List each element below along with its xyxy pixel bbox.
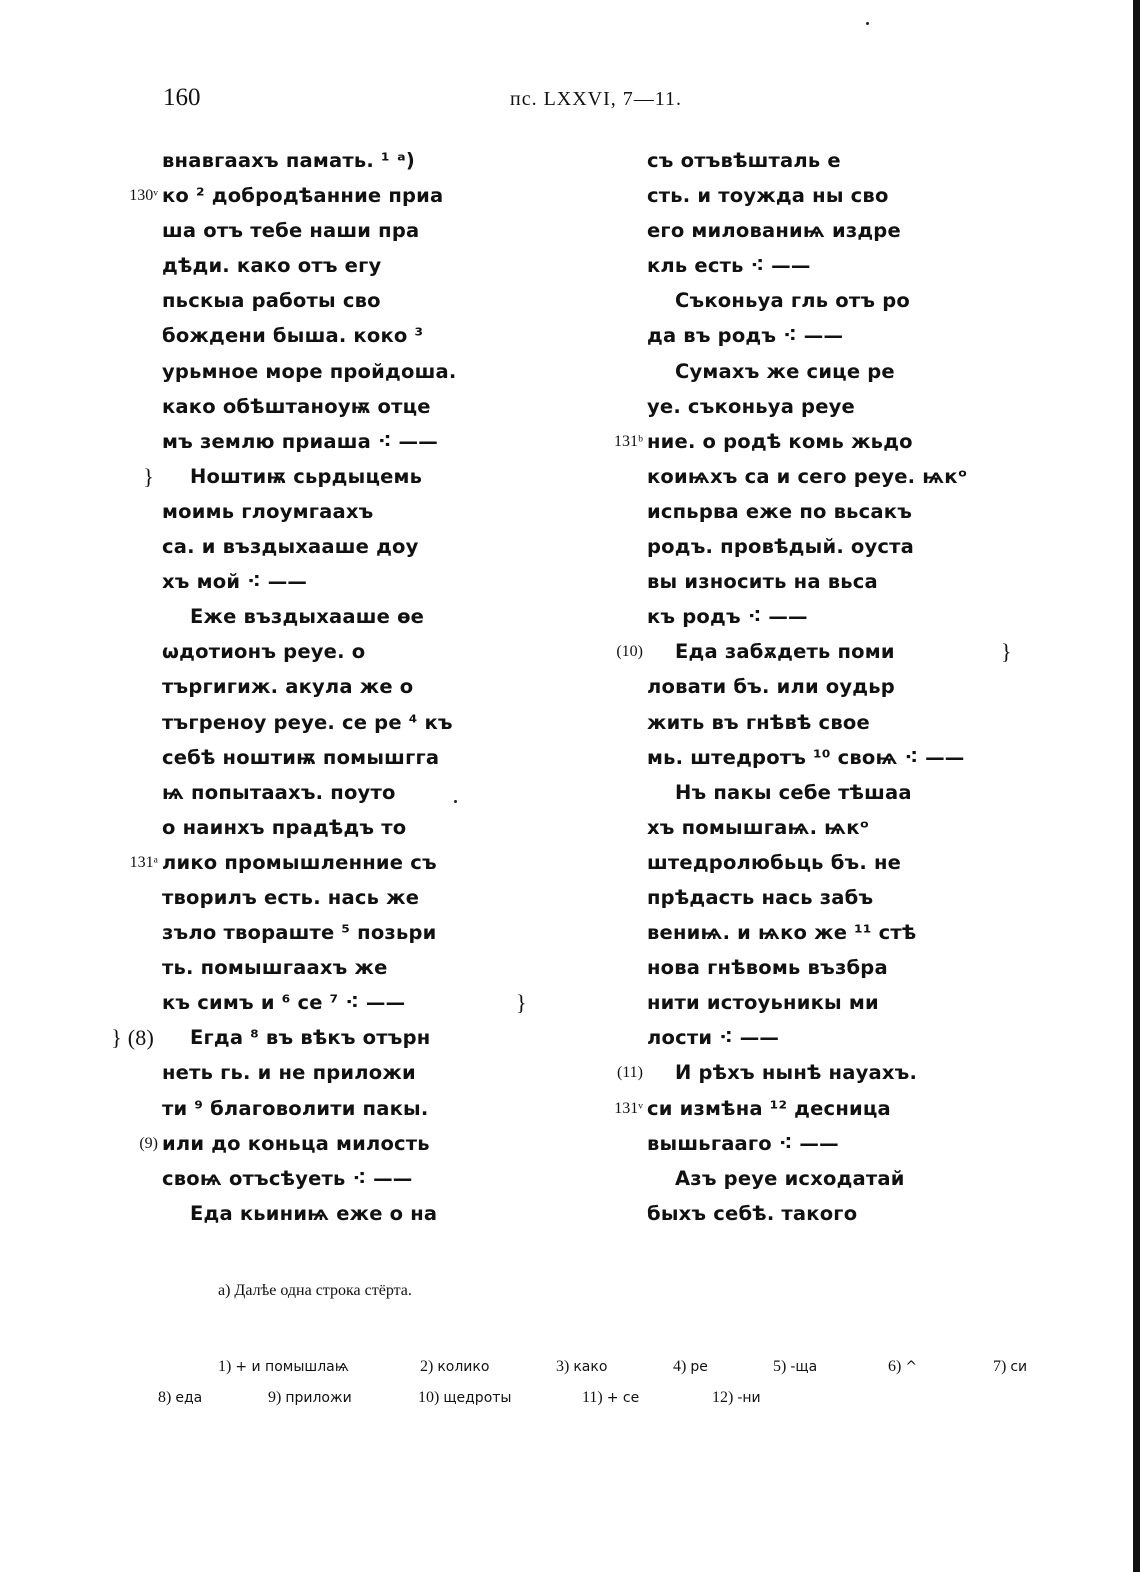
variant-note	[218, 1358, 349, 1376]
line-text: Ноштиѭ сьрдыцемь	[190, 464, 423, 488]
line-text: съ отъвѣшталь е	[647, 149, 841, 172]
line-text: Съконьуа гль отъ ро	[675, 289, 910, 313]
line-text: урьмное море пройдоша.	[162, 359, 457, 383]
text-line	[162, 1091, 492, 1126]
text-line	[162, 880, 492, 915]
variant-note-reading: еда	[175, 1390, 203, 1406]
line-text: мъ землю приашa ⁖ ——	[162, 429, 438, 453]
margin-reference: (10)	[616, 643, 643, 661]
margin-reference: 131ᵃ	[129, 853, 158, 871]
text-line	[647, 1196, 977, 1231]
variant-note-number: 3)	[556, 1358, 574, 1375]
line-text: творилъ есть. нась же	[162, 885, 420, 909]
text-line	[647, 213, 977, 248]
variant-note-number: 12)	[712, 1389, 738, 1406]
line-text: ловати бъ. или оудьр	[647, 675, 895, 699]
line-text: моимь глоумгаахъ	[162, 499, 374, 523]
line-text: ѩ попытаахъ. поуто	[162, 780, 396, 804]
line-text: лико промышленние съ	[162, 850, 437, 874]
line-text: себѣ ноштиѭ помышгга	[162, 745, 440, 769]
text-line	[162, 1196, 492, 1231]
variant-note	[673, 1358, 708, 1376]
variant-note	[158, 1389, 202, 1407]
variant-note-number: 2)	[420, 1358, 438, 1375]
text-line	[647, 1161, 977, 1196]
variant-note-number: 4)	[673, 1358, 691, 1375]
line-text: къ симъ и ⁶ се ⁷ ⁖ ——	[162, 991, 406, 1015]
editorial-footnote: а) Далѣе одна строка стёрта.	[218, 1282, 412, 1299]
line-text: са. и въздыхааше доу	[162, 535, 419, 559]
page-edge-shadow	[1133, 0, 1140, 1572]
variant-note-number: 10)	[418, 1389, 444, 1406]
variant-note-number: 1)	[218, 1358, 236, 1375]
line-text: Еда кьиниѩ еже о на	[190, 1201, 438, 1225]
text-line	[647, 669, 977, 704]
margin-reference: 130ᵛ	[129, 187, 158, 205]
line-text: вышьгааго ⁖ ——	[647, 1131, 839, 1155]
margin-reference: (9)	[139, 1134, 158, 1152]
line-text: И рѣхъ нынѣ науахъ.	[675, 1061, 918, 1085]
variant-note	[712, 1389, 761, 1407]
line-text: хъ мой ⁖ ——	[162, 570, 308, 594]
text-line	[162, 248, 492, 283]
text-line	[647, 248, 977, 283]
variant-note-reading: щедроты	[443, 1390, 512, 1406]
text-line	[162, 669, 492, 704]
line-text: пьскыа работы сво	[162, 289, 381, 313]
variant-note-reading: + и помышлаѩ	[235, 1359, 349, 1375]
text-line	[647, 880, 977, 915]
line-text: о наинхъ прадѣдъ то	[162, 815, 407, 839]
line-text: мь. штедротъ ¹⁰ своѩ ⁖ ——	[647, 745, 965, 769]
line-text: нова гнѣвомь възбра	[647, 956, 888, 980]
line-text: търгигиж. акула же о	[162, 675, 414, 699]
variant-note-number: 8)	[158, 1389, 176, 1406]
text-line	[647, 494, 977, 529]
line-text: быхъ себѣ. такого	[647, 1201, 858, 1225]
text-line	[162, 283, 492, 318]
text-line	[162, 950, 492, 985]
variant-note	[556, 1358, 607, 1376]
variant-note-reading: -ни	[737, 1390, 761, 1406]
text-line	[111, 1020, 492, 1055]
line-text: ко ² добродѣанние приа	[162, 184, 444, 208]
line-text: родъ. провѣдый. оуста	[647, 535, 915, 559]
text-line	[647, 459, 977, 494]
line-text: зъло твораште ⁵ позьри	[162, 921, 437, 945]
variant-note-number: 5)	[773, 1358, 791, 1375]
text-line	[647, 318, 977, 353]
text-line	[647, 775, 977, 810]
line-text: вениѩ. и ѩко же ¹¹ стѣ	[647, 921, 917, 945]
variant-note	[773, 1358, 817, 1376]
text-line	[162, 599, 492, 634]
line-text: Еже въздыхааше ѳе	[190, 605, 425, 629]
line-text: прѣдасть нась забъ	[647, 885, 874, 909]
left-text-column	[111, 143, 527, 1231]
text-line	[647, 178, 977, 213]
text-line	[647, 915, 977, 950]
text-line	[647, 740, 977, 775]
text-line	[162, 213, 492, 248]
variant-note-reading: + се	[606, 1390, 640, 1406]
variant-note-reading: како	[573, 1359, 608, 1375]
text-line	[647, 354, 977, 389]
line-text: испьрва еже по вьсакъ	[647, 499, 913, 523]
line-text: своѩ отъсѣуеть ⁖ ——	[162, 1166, 413, 1190]
variant-note-reading: приложи	[285, 1390, 352, 1406]
line-text: ть. помышгаахъ же	[162, 956, 388, 980]
variant-note-reading: ^	[905, 1359, 918, 1375]
variant-note-number: 11)	[582, 1389, 607, 1406]
variant-note-reading: -ща	[790, 1359, 818, 1375]
text-line	[647, 143, 977, 178]
variant-note-reading: колико	[437, 1359, 490, 1375]
line-text: его милованиѩ издре	[647, 219, 901, 243]
text-line	[647, 389, 977, 424]
line-text: Нъ пакы себе тѣшаа	[675, 780, 912, 804]
text-line	[139, 1126, 492, 1161]
text-line	[162, 740, 492, 775]
text-line	[647, 845, 977, 880]
text-line	[162, 1161, 492, 1196]
line-text: хъ помышгаѩ. ѩкᵒ	[647, 815, 870, 839]
line-text: нити истоуьникы ми	[647, 991, 879, 1015]
line-text: дѣди. како отъ егу	[162, 254, 382, 278]
line-text: тъгреноу реуе. се ре ⁴ къ	[162, 710, 453, 734]
line-text: неть гь. и не приложи	[162, 1061, 416, 1085]
margin-reference: 131ᵛ	[614, 1099, 643, 1117]
text-line	[647, 1126, 977, 1161]
line-text: жить въ гнѣвѣ свое	[647, 710, 870, 734]
line-text: Еда забѫдеть поми	[675, 640, 895, 664]
text-line	[614, 424, 977, 459]
text-line	[162, 705, 492, 740]
text-line	[162, 389, 492, 424]
line-text: коиѩхъ са и сего реуе. ѩкᵒ	[647, 464, 968, 488]
text-line	[162, 354, 492, 389]
margin-mark: }	[1001, 639, 1012, 665]
text-line	[647, 529, 977, 564]
right-text-column	[614, 143, 1012, 1231]
line-text: штедролюбьць бъ. не	[647, 850, 902, 874]
margin-mark: }	[516, 990, 527, 1016]
text-line	[647, 950, 977, 985]
line-text: си измѣна ¹² десница	[647, 1096, 891, 1120]
line-text: ние. о родѣ комь жьдо	[647, 429, 913, 453]
text-line	[162, 424, 492, 459]
variant-note-reading: си	[1010, 1359, 1028, 1375]
text-line	[162, 1055, 492, 1090]
margin-reference: (11)	[616, 1064, 643, 1082]
variant-note	[888, 1358, 917, 1376]
text-line	[616, 634, 1012, 669]
variant-note	[993, 1358, 1027, 1376]
line-text: къ родъ ⁖ ——	[647, 605, 808, 629]
text-line	[647, 283, 977, 318]
line-text: кль есть ⁖ ——	[647, 254, 811, 278]
text-line	[616, 1055, 977, 1090]
line-text: Сумахъ же сице ре	[675, 359, 895, 383]
line-text: како обѣштаноуѭ отце	[162, 394, 431, 418]
text-line	[647, 985, 977, 1020]
running-title: пс. LXXVI, 7—11.	[510, 88, 683, 110]
speck	[866, 22, 869, 25]
text-line	[129, 845, 492, 880]
margin-mark: } (8)	[111, 1025, 154, 1051]
margin-mark: }	[143, 463, 154, 489]
text-line	[162, 775, 492, 810]
line-text: сть. и тоуждa ны сво	[647, 184, 889, 208]
text-line	[162, 564, 492, 599]
text-line	[162, 143, 492, 178]
line-text: ѡдотионъ реуе. о	[162, 640, 366, 664]
text-line	[162, 494, 492, 529]
line-text: уе. съконьуа реуе	[647, 394, 855, 418]
line-text: вы износить на вьса	[647, 570, 878, 594]
variant-note	[268, 1389, 352, 1407]
line-text: ти ⁹ благоволити пакы.	[162, 1096, 429, 1120]
text-line	[647, 810, 977, 845]
line-text: Азъ реуе исходатай	[675, 1166, 905, 1190]
text-line	[647, 599, 977, 634]
line-text: бождени быша. коко ³	[162, 324, 424, 348]
variant-note-number: 6)	[888, 1358, 906, 1375]
line-text: ша отъ тебе наши пра	[162, 219, 420, 243]
line-text: или до коньца милость	[162, 1131, 430, 1155]
text-line	[129, 178, 492, 213]
text-line	[162, 634, 492, 669]
variant-note	[420, 1358, 489, 1376]
text-line	[647, 564, 977, 599]
variant-note	[418, 1389, 511, 1407]
text-line	[614, 1091, 977, 1126]
variant-note-number: 9)	[268, 1389, 286, 1406]
line-text: лости ⁖ ——	[647, 1026, 780, 1050]
text-line	[162, 985, 527, 1020]
text-line	[647, 1020, 977, 1055]
text-line	[162, 529, 492, 564]
margin-reference: 131ᵇ	[614, 432, 643, 450]
variant-note	[582, 1389, 639, 1407]
text-line	[143, 459, 492, 494]
text-line	[162, 810, 492, 845]
text-line	[647, 705, 977, 740]
variant-note-number: 7)	[993, 1358, 1011, 1375]
text-line	[162, 318, 492, 353]
line-text: внавгаахъ памать. ¹ ᵃ)	[162, 149, 415, 172]
line-text: да въ родъ ⁖ ——	[647, 324, 844, 348]
line-text: Егда ⁸ въ вѣкъ отърн	[190, 1026, 431, 1050]
page-number: 160	[163, 84, 201, 111]
text-line	[162, 915, 492, 950]
variant-note-reading: ре	[690, 1359, 708, 1375]
